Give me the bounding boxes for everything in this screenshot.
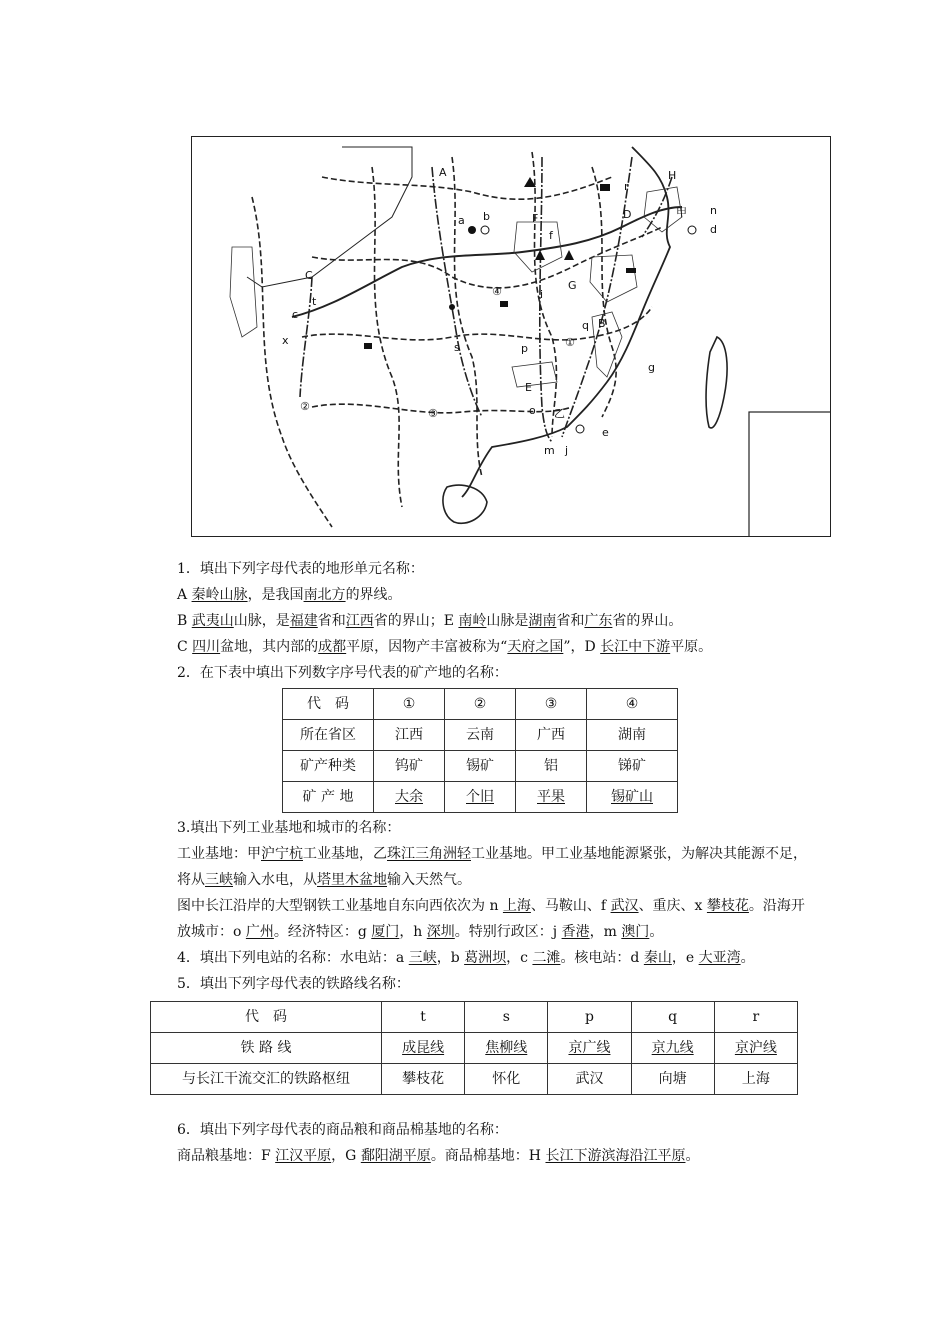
table-cell: p	[548, 1002, 631, 1033]
answer: 锡矿山	[611, 789, 653, 805]
answer: 上海	[502, 898, 531, 914]
city-symbol	[449, 304, 455, 310]
border-line	[322, 177, 612, 199]
table-cell: 锑矿	[587, 751, 678, 782]
map-label-3: ③	[428, 407, 438, 420]
answer: 香港	[561, 924, 590, 940]
table-row	[283, 782, 678, 813]
answer: 澳门	[621, 924, 650, 940]
q1-line-B: B 武夷山山脉，是福建省和江西省的界山；E 南岭山脉是湖南省和广东省的界山。	[177, 613, 683, 629]
table-cell	[714, 1033, 797, 1064]
table-cell: t	[382, 1002, 465, 1033]
table-cell: 代 码	[283, 689, 374, 720]
answer: 成昆线	[402, 1040, 445, 1056]
answer: 攀枝花	[706, 898, 749, 914]
map-label-1: ①	[565, 336, 575, 349]
map-label-n: n	[710, 204, 717, 217]
answer: 大亚湾	[698, 950, 741, 966]
answer: 深圳	[426, 924, 455, 940]
map-label-q: q	[582, 319, 589, 332]
map-label-j: j	[565, 444, 569, 457]
table-cell	[374, 782, 445, 813]
table-cell: 向塘	[631, 1064, 714, 1095]
table-row	[151, 1033, 798, 1064]
oil-symbol	[564, 250, 574, 260]
mineral-table	[282, 688, 678, 813]
table-cell: ①	[374, 689, 445, 720]
map-label-f: f	[549, 229, 553, 242]
answer: 湖南	[528, 613, 557, 629]
q1-title: 1．填出下列字母代表的地形单元名称：	[177, 561, 424, 577]
steel-base-symbol	[364, 343, 372, 349]
map-label-x: x	[282, 334, 289, 347]
table-cell: 钨矿	[374, 751, 445, 782]
map-label-2: ②	[300, 400, 310, 413]
q5-title: 5．填出下列字母代表的铁路线名称：	[177, 976, 410, 992]
table-cell: 云南	[445, 720, 516, 751]
table-cell: 攀枝花	[382, 1064, 465, 1095]
answer: 沪宁杭	[261, 846, 303, 862]
q3-title: 3.填出下列工业基地和城市的名称：	[177, 820, 401, 836]
q3-paragraph-1: 工业基地：甲沪宁杭工业基地，乙珠江三角洲轻工业基地。甲工业基地能源紧张，为解决其能源不足，将从三峡输入水电，从塔里木盆地输入天然气。	[177, 846, 807, 888]
map-label-yi: 乙	[554, 407, 565, 420]
table-cell	[548, 1033, 631, 1064]
q4-paragraph: 4．填出下列电站的名称：水电站：a 三峡，b 葛洲坝，c 二滩。核电站：d 秦山，e 大亚湾。	[177, 950, 755, 966]
boundary-outline	[247, 147, 412, 287]
map-label-D: D	[623, 208, 632, 221]
table-cell: 江西	[374, 720, 445, 751]
answer: 广州	[245, 924, 274, 940]
table-cell: ④	[587, 689, 678, 720]
table-cell	[382, 1033, 465, 1064]
answer: 京广线	[568, 1040, 611, 1056]
power-station-symbol	[481, 226, 489, 234]
railway-line	[432, 167, 482, 417]
table-cell: 武汉	[548, 1064, 631, 1095]
q3-paragraph-2: 图中长江沿岸的大型钢铁工业基地自东向西依次为 n 上海、马鞍山、f 武汉、重庆、x 攀枝花。沿海开放城市：o 广州。经济特区：g 厦门，h 深圳。特别行政区：j 香港，m 澳门。	[177, 898, 805, 940]
table-cell: r	[714, 1002, 797, 1033]
map-label-jia: 甲	[676, 206, 687, 219]
table-cell: 怀化	[465, 1064, 548, 1095]
q6-title: 6．填出下列字母代表的商品粮和商品棉基地的名称：	[177, 1122, 508, 1138]
answer: 平果	[537, 789, 565, 805]
answer: 武夷山	[191, 613, 234, 629]
map-label-o: o	[529, 404, 536, 417]
answer: 江汉平原	[275, 1148, 332, 1164]
table-cell: 矿 产 地	[283, 782, 374, 813]
table-cell: 广西	[516, 720, 587, 751]
steel-base-symbol	[500, 301, 508, 307]
map-label-E: E	[525, 381, 532, 394]
answer: 天府之国	[507, 639, 564, 655]
oil-symbol	[535, 250, 545, 260]
map-label-s: s	[454, 341, 460, 354]
q1-line-C: C 四川盆地，其内部的成都平原，因物产丰富被称为“天府之国”，D 长江中下游平原。	[177, 639, 713, 655]
answer: 广东	[584, 613, 613, 629]
answer: 二滩	[532, 950, 561, 966]
table-cell: ②	[445, 689, 516, 720]
mountain-E	[512, 362, 557, 387]
answer: 南北方	[303, 587, 346, 603]
hatched-area-G	[590, 255, 637, 302]
table-row	[283, 720, 678, 751]
table-cell	[516, 782, 587, 813]
answer: 塔里木盆地	[317, 872, 387, 888]
table-cell	[465, 1033, 548, 1064]
railway-table	[150, 1001, 798, 1095]
taiwan-island	[706, 337, 727, 428]
map-label-e: e	[602, 426, 609, 439]
answer: 四川	[192, 639, 221, 655]
map-label-A: A	[439, 166, 447, 179]
q6-line: 商品粮基地：F 江汉平原，G 鄱阳湖平原。商品棉基地：H 长江下游滨海沿江平原。	[177, 1148, 700, 1164]
map-label-B: B	[598, 317, 606, 330]
inset-map	[749, 412, 831, 537]
map-label-d: d	[710, 223, 717, 236]
border-line	[592, 167, 616, 417]
answer: 江西	[345, 613, 374, 629]
table-cell	[445, 782, 516, 813]
answer: 珠江三角洲轻	[387, 846, 471, 862]
table-cell: 上海	[714, 1064, 797, 1095]
map-label-H: H	[668, 169, 677, 182]
map-label-a: a	[458, 214, 465, 227]
answer: 京沪线	[734, 1040, 777, 1056]
table-cell	[631, 1033, 714, 1064]
power-station-symbol	[688, 226, 696, 234]
answer: 鄱阳湖平原	[360, 1148, 431, 1164]
border-line	[532, 152, 556, 437]
table-row	[283, 689, 678, 720]
steel-base-symbol	[626, 268, 636, 273]
map-label-p: p	[521, 342, 528, 355]
border-line	[452, 157, 482, 477]
map-label-c: c	[292, 308, 299, 321]
table-cell: 铁 路 线	[151, 1033, 382, 1064]
answer: 长江中下游	[600, 639, 671, 655]
hainan-island	[443, 485, 487, 523]
map-figure	[191, 136, 831, 537]
answer: 南岭	[458, 613, 487, 629]
table-cell: 铝	[516, 751, 587, 782]
table-cell: 锡矿	[445, 751, 516, 782]
map-label-g: g	[648, 361, 655, 374]
border-line	[312, 227, 662, 288]
map-label-i: i	[540, 288, 544, 301]
answer: 长江下游滨海沿江平原	[545, 1148, 686, 1164]
table-cell: 所在省区	[283, 720, 374, 751]
power-station-symbol	[468, 226, 476, 234]
answer: 京九线	[651, 1040, 694, 1056]
map-label-r: r	[624, 180, 629, 193]
steel-base-symbol	[600, 184, 610, 191]
q1-line-A: A 秦岭山脉，是我国南北方的界线。	[177, 587, 402, 603]
river-yangtze	[292, 207, 682, 317]
table-row	[151, 1064, 798, 1095]
map-label-m: m	[544, 444, 555, 457]
answer: 个旧	[466, 789, 494, 805]
map-label-F: F	[532, 212, 539, 225]
table-cell: 湖南	[587, 720, 678, 751]
table-cell	[587, 782, 678, 813]
answer: 秦山	[643, 950, 672, 966]
answer: 大余	[395, 789, 423, 805]
table-cell: 矿产种类	[283, 751, 374, 782]
table-cell: s	[465, 1002, 548, 1033]
border-line	[252, 197, 332, 527]
answer: 厦门	[371, 924, 400, 940]
worksheet-text	[147, 556, 813, 1169]
table-cell: 与长江干流交汇的铁路枢纽	[151, 1064, 382, 1095]
table-cell: q	[631, 1002, 714, 1033]
answer: 秦岭山脉	[191, 587, 248, 603]
map-label-4: ④	[492, 285, 502, 298]
railway-line	[300, 277, 312, 397]
map-label-C: C	[305, 269, 313, 282]
map-label-b: b	[483, 210, 490, 223]
table-row	[151, 1002, 798, 1033]
answer: 武汉	[610, 898, 639, 914]
table-cell: ③	[516, 689, 587, 720]
answer: 福建	[289, 613, 318, 629]
q2-title: 2．在下表中填出下列数字序号代表的矿产地的名称：	[177, 665, 508, 681]
answer: 葛洲坝	[464, 950, 507, 966]
power-station-symbol	[576, 425, 584, 433]
table-cell: 代 码	[151, 1002, 382, 1033]
mountain-west	[230, 247, 257, 337]
map-label-G: G	[568, 279, 577, 292]
answer: 焦柳线	[485, 1040, 528, 1056]
map-label-t: t	[312, 295, 317, 308]
answer: 三峡	[408, 950, 437, 966]
answer: 成都	[318, 639, 347, 655]
table-row	[283, 751, 678, 782]
answer: 三峡	[205, 872, 233, 888]
